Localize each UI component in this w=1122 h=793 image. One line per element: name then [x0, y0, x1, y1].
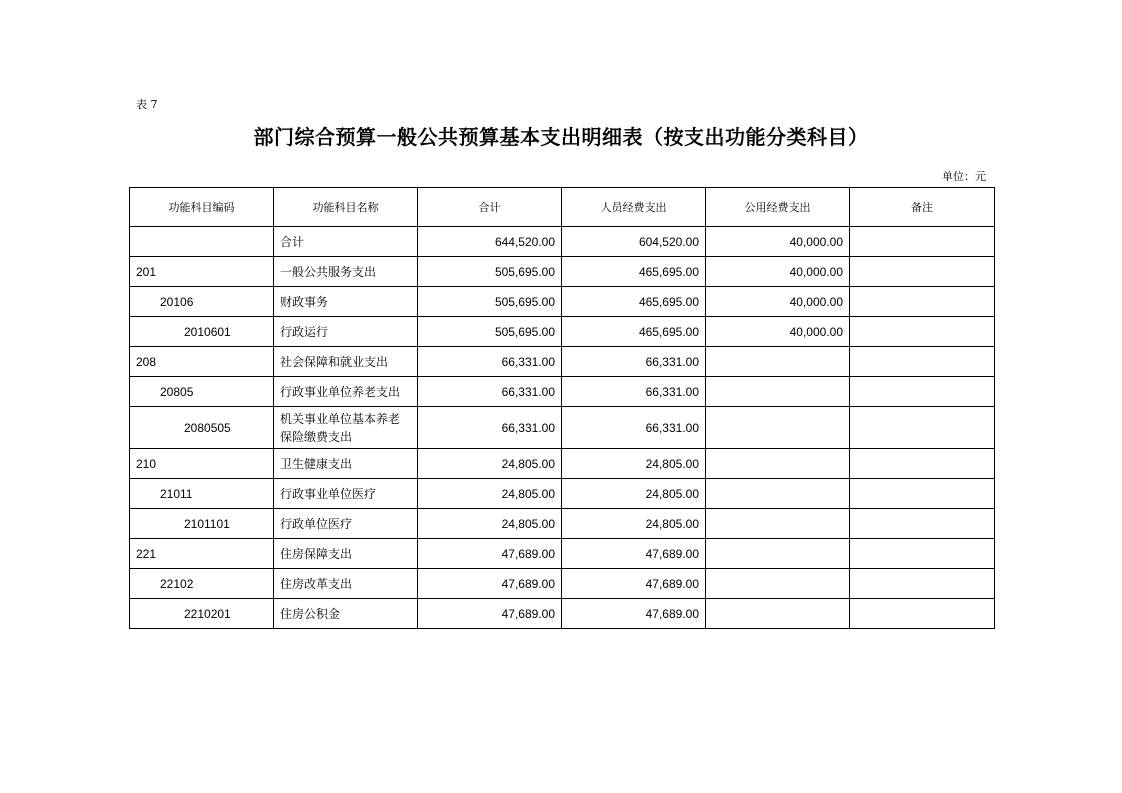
- cell-personnel: 47,689.00: [562, 539, 706, 569]
- table-row: [130, 317, 995, 347]
- column-header-code: 功能科目编码: [130, 188, 274, 227]
- cell-total: 24,805.00: [418, 449, 562, 479]
- table-row: [130, 449, 995, 479]
- cell-code: 210: [130, 449, 274, 479]
- budget-table: [129, 187, 995, 629]
- cell-public: 40,000.00: [706, 227, 850, 257]
- table-row: [130, 599, 995, 629]
- cell-name: 一般公共服务支出: [274, 257, 418, 287]
- cell-public: [706, 599, 850, 629]
- cell-code: 21011: [130, 479, 274, 509]
- cell-public: [706, 539, 850, 569]
- cell-note: [850, 317, 995, 347]
- cell-code: 208: [130, 347, 274, 377]
- cell-note: [850, 347, 995, 377]
- cell-note: [850, 227, 995, 257]
- column-header-note: 备注: [850, 188, 995, 227]
- cell-total: 644,520.00: [418, 227, 562, 257]
- cell-public: [706, 509, 850, 539]
- cell-code: 22102: [130, 569, 274, 599]
- cell-note: [850, 449, 995, 479]
- cell-public: 40,000.00: [706, 317, 850, 347]
- cell-personnel: 24,805.00: [562, 449, 706, 479]
- column-header-total: 合计: [418, 188, 562, 227]
- page-title: 部门综合预算一般公共预算基本支出明细表（按支出功能分类科目）: [253, 125, 869, 149]
- cell-total: 47,689.00: [418, 569, 562, 599]
- cell-personnel: 66,331.00: [562, 377, 706, 407]
- cell-personnel: 66,331.00: [562, 347, 706, 377]
- cell-code: 2210201: [130, 599, 274, 629]
- cell-note: [850, 599, 995, 629]
- cell-total: 505,695.00: [418, 257, 562, 287]
- cell-personnel: 24,805.00: [562, 479, 706, 509]
- cell-personnel: 465,695.00: [562, 317, 706, 347]
- cell-note: [850, 479, 995, 509]
- table-row: [130, 569, 995, 599]
- cell-name: 行政事业单位医疗: [274, 479, 418, 509]
- cell-total: 66,331.00: [418, 377, 562, 407]
- cell-total: 505,695.00: [418, 317, 562, 347]
- cell-name: 社会保障和就业支出: [274, 347, 418, 377]
- table-row: [130, 509, 995, 539]
- cell-code: 2101101: [130, 509, 274, 539]
- cell-total: 24,805.00: [418, 509, 562, 539]
- cell-note: [850, 539, 995, 569]
- table-row: [130, 539, 995, 569]
- table-row: [130, 347, 995, 377]
- cell-public: [706, 479, 850, 509]
- cell-total: 66,331.00: [418, 347, 562, 377]
- cell-total: 24,805.00: [418, 479, 562, 509]
- cell-note: [850, 287, 995, 317]
- unit-label: 单位：元: [942, 170, 986, 183]
- cell-name: 财政事务: [274, 287, 418, 317]
- cell-personnel: 465,695.00: [562, 257, 706, 287]
- cell-personnel: 47,689.00: [562, 599, 706, 629]
- cell-name: 住房改革支出: [274, 569, 418, 599]
- cell-personnel: 24,805.00: [562, 509, 706, 539]
- cell-public: [706, 347, 850, 377]
- cell-name: 机关事业单位基本养老保险缴费支出: [274, 407, 418, 449]
- cell-personnel: 66,331.00: [562, 407, 706, 449]
- cell-note: [850, 569, 995, 599]
- cell-public: [706, 569, 850, 599]
- cell-note: [850, 407, 995, 449]
- cell-name: 合计: [274, 227, 418, 257]
- table-row: [130, 257, 995, 287]
- cell-public: [706, 407, 850, 449]
- cell-personnel: 47,689.00: [562, 569, 706, 599]
- cell-personnel: 465,695.00: [562, 287, 706, 317]
- cell-name: 行政单位医疗: [274, 509, 418, 539]
- table-row: [130, 407, 995, 449]
- cell-total: 505,695.00: [418, 287, 562, 317]
- cell-personnel: 604,520.00: [562, 227, 706, 257]
- cell-public: 40,000.00: [706, 257, 850, 287]
- table-row: [130, 377, 995, 407]
- cell-code: 2080505: [130, 407, 274, 449]
- cell-total: 47,689.00: [418, 539, 562, 569]
- cell-code: 20805: [130, 377, 274, 407]
- table-number-label: 表 7: [136, 98, 158, 111]
- cell-code: 221: [130, 539, 274, 569]
- cell-name: 行政事业单位养老支出: [274, 377, 418, 407]
- cell-note: [850, 377, 995, 407]
- table-row: [130, 479, 995, 509]
- cell-note: [850, 509, 995, 539]
- cell-public: [706, 449, 850, 479]
- cell-total: 66,331.00: [418, 407, 562, 449]
- cell-note: [850, 257, 995, 287]
- table-row: [130, 227, 995, 257]
- cell-code: 201: [130, 257, 274, 287]
- cell-code: 20106: [130, 287, 274, 317]
- table-header-row: [130, 188, 995, 227]
- cell-total: 47,689.00: [418, 599, 562, 629]
- cell-name: 行政运行: [274, 317, 418, 347]
- column-header-public: 公用经费支出: [706, 188, 850, 227]
- cell-name: 住房公积金: [274, 599, 418, 629]
- column-header-name: 功能科目名称: [274, 188, 418, 227]
- cell-public: [706, 377, 850, 407]
- table-row: [130, 287, 995, 317]
- cell-public: 40,000.00: [706, 287, 850, 317]
- cell-name: 住房保障支出: [274, 539, 418, 569]
- cell-code: [130, 227, 274, 257]
- column-header-personnel: 人员经费支出: [562, 188, 706, 227]
- cell-code: 2010601: [130, 317, 274, 347]
- cell-name: 卫生健康支出: [274, 449, 418, 479]
